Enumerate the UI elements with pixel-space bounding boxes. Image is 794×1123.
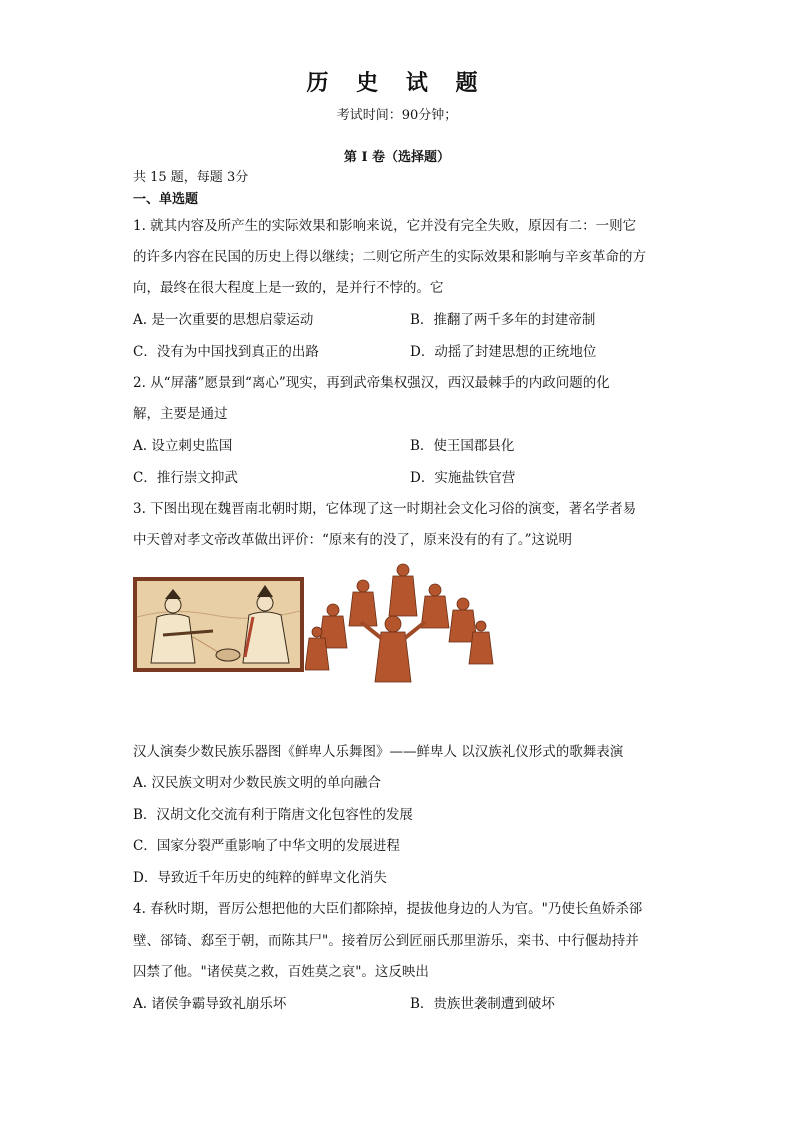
musicians-painting-image xyxy=(133,577,304,672)
q2-option-b[interactable]: B．使王国郡县化 xyxy=(410,438,515,454)
q1-option-d[interactable]: D．动摇了封建思想的正统地位 xyxy=(410,344,597,360)
q3-image-caption: 汉人演奏少数民族乐器图《鲜卑人乐舞图》——鲜卑人 以汉族礼仪形式的歌舞表演 xyxy=(133,744,624,760)
q4-option-b[interactable]: B．贵族世袭制遭到破坏 xyxy=(410,996,555,1012)
exam-time: 考试时间：90分钟； xyxy=(336,108,458,123)
page-title: 历 史 试 题 xyxy=(306,70,488,96)
figurines-image xyxy=(305,560,494,694)
question-info: 共 15 题，每题 3分 xyxy=(133,170,249,185)
q4-line-1: 4. 春秋时期，晋厉公想把他的大臣们都除掉，提拔他身边的人为官。"乃使长鱼娇杀郤 xyxy=(133,901,643,917)
q1-option-a[interactable]: A. 是一次重要的思想启蒙运动 xyxy=(133,312,314,328)
q1-option-c[interactable]: C．没有为中国找到真正的出路 xyxy=(133,344,319,360)
q2-line-1: 2. 从“屏藩”愿景到“离心”现实，再到武帝集权强汉，西汉最棘手的内政问题的化 xyxy=(133,375,610,391)
q4-option-a[interactable]: A. 诸侯争霸导致礼崩乐坏 xyxy=(133,996,287,1012)
q3-option-d[interactable]: D．导致近千年历史的纯粹的鲜卑文化消失 xyxy=(133,870,387,886)
q3-option-c[interactable]: C．国家分裂严重影响了中华文明的发展进程 xyxy=(133,838,400,854)
q3-option-b[interactable]: B．汉胡文化交流有利于隋唐文化包容性的发展 xyxy=(133,807,413,823)
category-heading: 一、单选题 xyxy=(133,192,199,207)
q3-line-2: 中天曾对孝文帝改革做出评价：“原来有的没了，原来没有的有了。”这说明 xyxy=(133,532,573,548)
section-heading: 第 Ⅰ 卷（选择题） xyxy=(343,150,451,165)
q2-option-d[interactable]: D．实施盐铁官营 xyxy=(410,470,516,486)
q3-line-1: 3. 下图出现在魏晋南北朝时期，它体现了这一时期社会文化习俗的演变，著名学者易 xyxy=(133,501,637,517)
q1-option-b[interactable]: B．推翻了两千多年的封建帝制 xyxy=(410,312,596,328)
q4-line-3: 囚禁了他。"诸侯莫之救，百姓莫之哀"。这反映出 xyxy=(133,964,429,980)
q2-option-a[interactable]: A. 设立刺史监国 xyxy=(133,438,233,454)
q1-line-2: 的许多内容在民国的历史上得以继续；二则它所产生的实际效果和影响与辛亥革命的方 xyxy=(133,249,646,265)
q2-option-c[interactable]: C．推行崇文抑武 xyxy=(133,470,238,486)
q2-line-2: 解，主要是通过 xyxy=(133,406,228,422)
q3-option-a[interactable]: A. 汉民族文明对少数民族文明的单向融合 xyxy=(133,775,381,791)
q1-line-1: 1. 就其内容及所产生的实际效果和影响来说，它并没有完全失败，原因有二：一则它 xyxy=(133,218,637,234)
q1-line-3: 向，最终在很大程度上是一致的，是并行不悖的。它 xyxy=(133,280,444,296)
q4-line-2: 壁、郤锜、郄至于朝，而陈其尸"。接着厉公到匠丽氏那里游乐，栾书、中行偃劫持并 xyxy=(133,933,639,949)
